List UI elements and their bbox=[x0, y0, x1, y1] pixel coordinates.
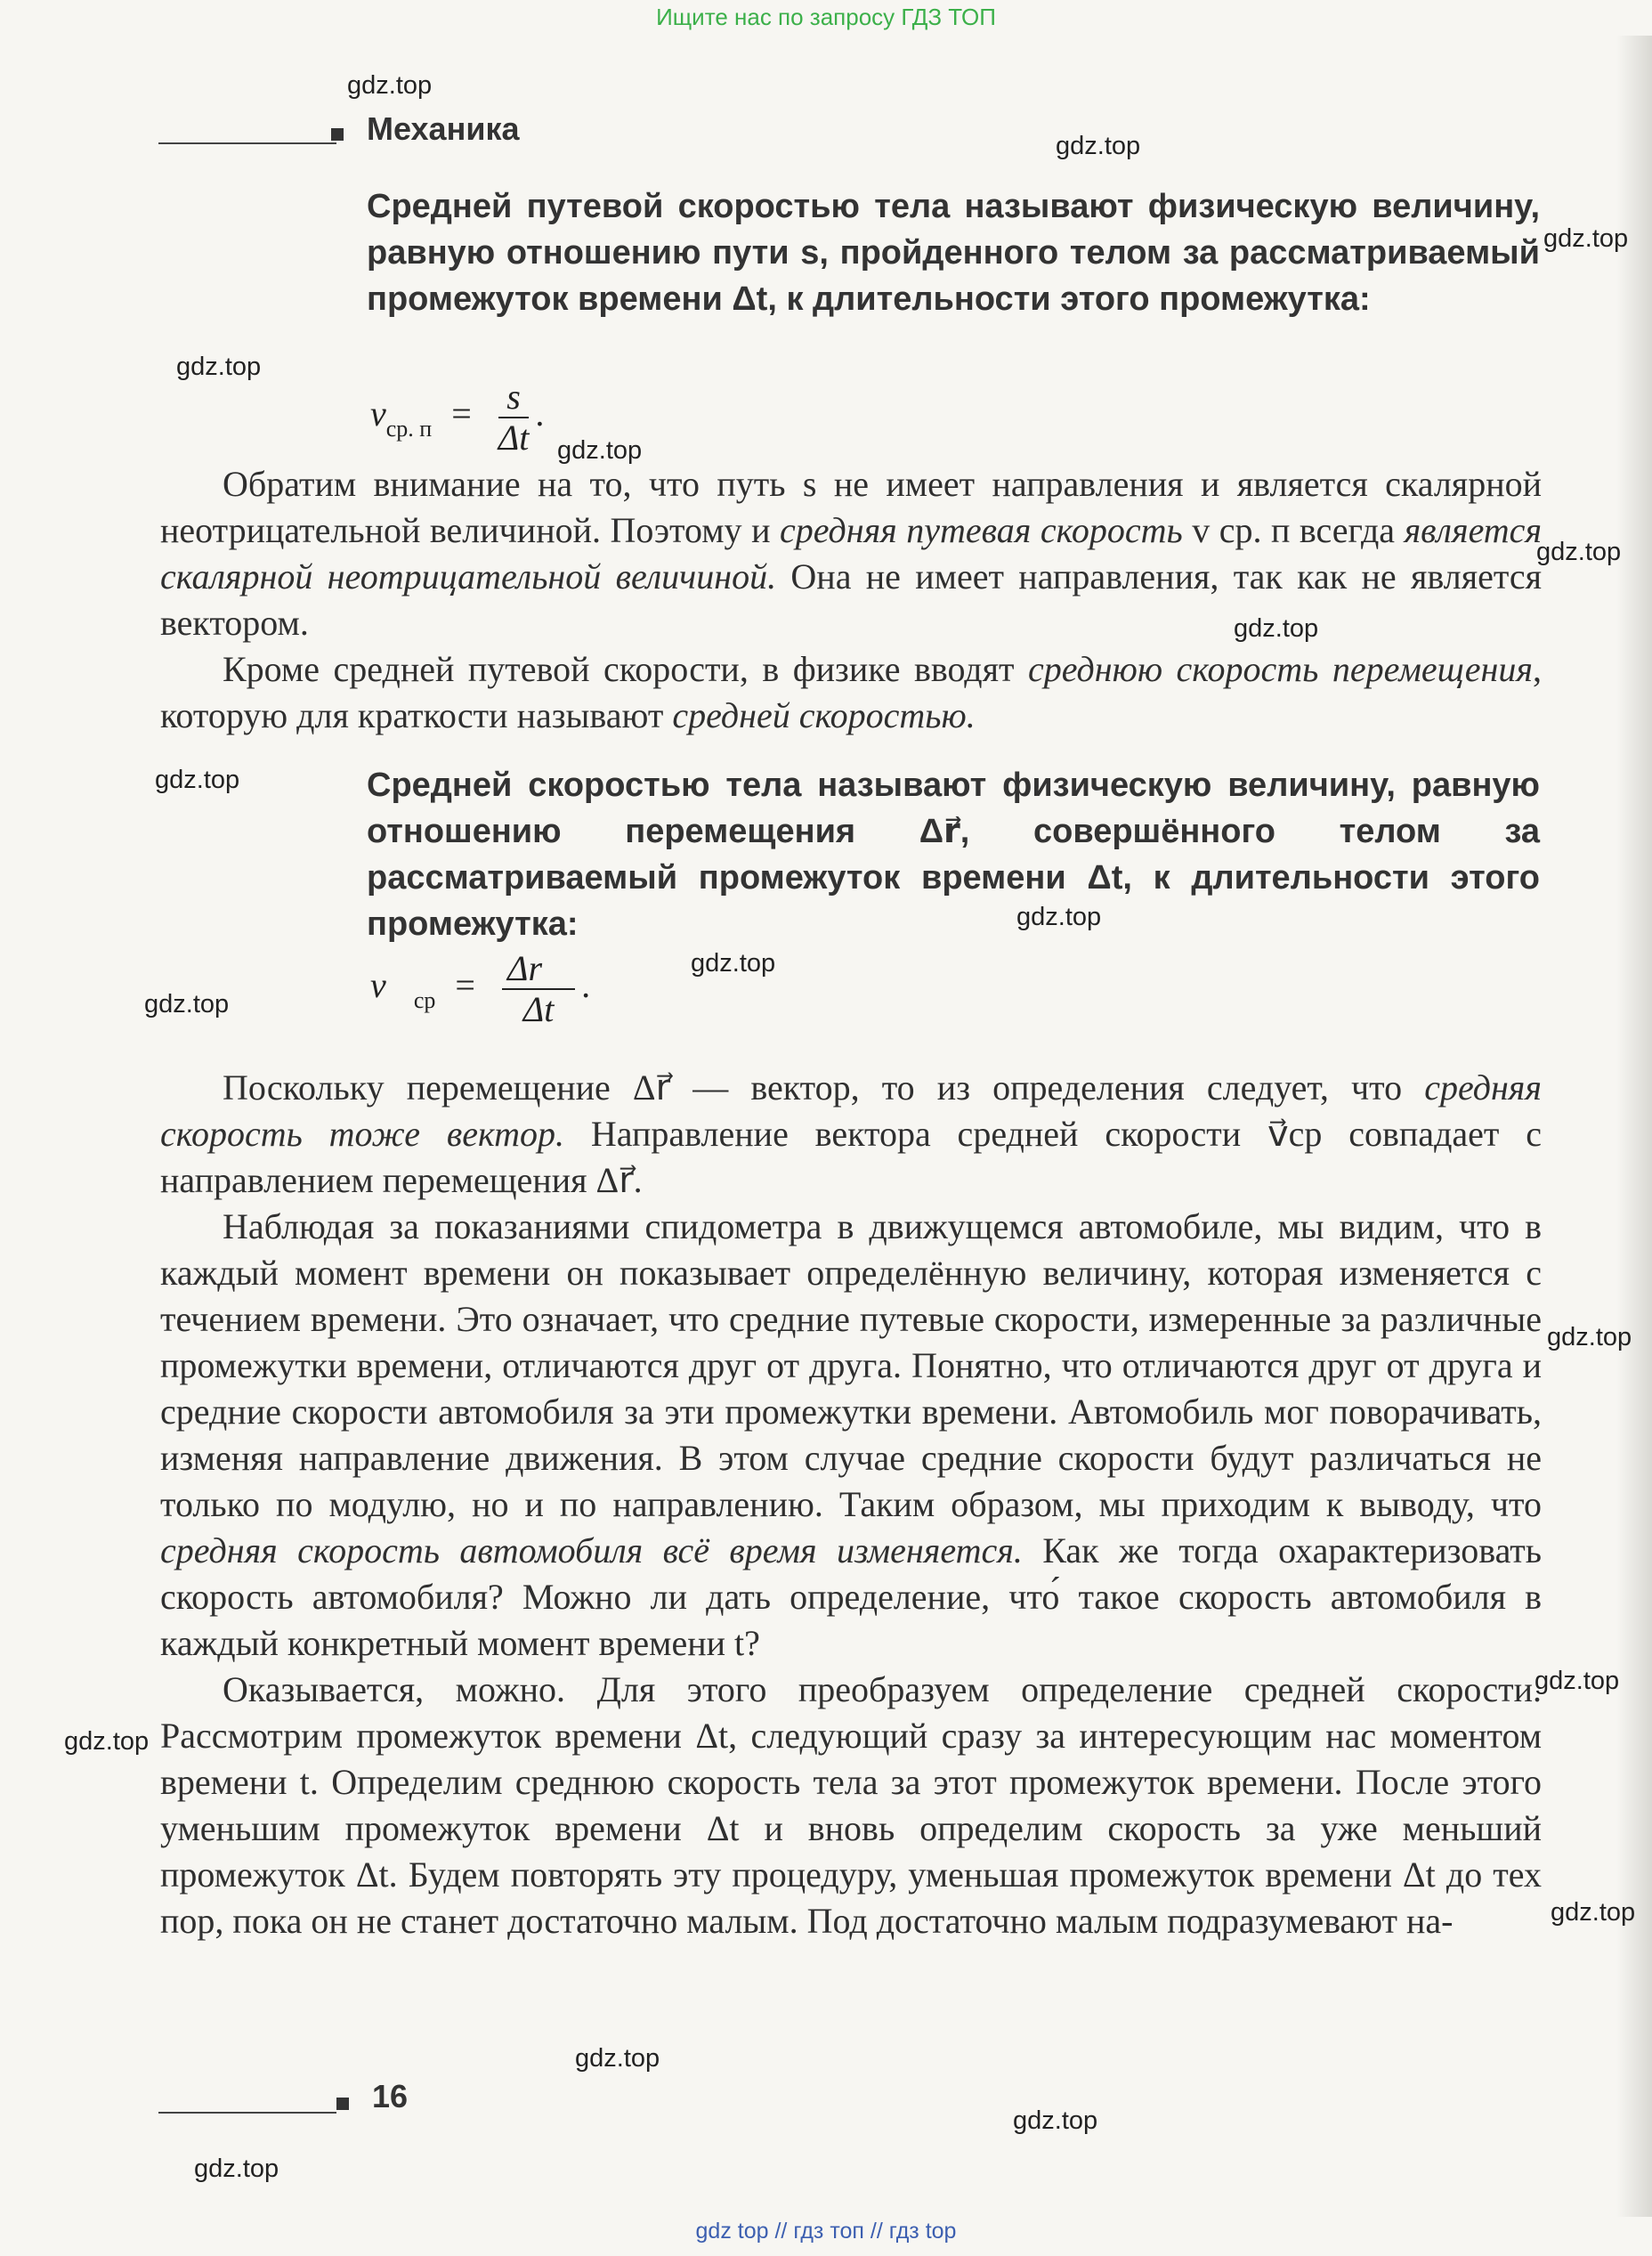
formula-average-path-speed: $v_{ср. п}$ = $\frac{s}{\Delta t}$ . bbox=[370, 377, 546, 458]
watermark: gdz.top bbox=[144, 990, 230, 1018]
paragraph-path-scalar: Обратим внимание на то, что путь s не имеет направления и является скалярной неотрицательной величиной. Поэтому и средняя путевая скорость v ср. п всегда является скалярной неотрицательной величиной. Она не имеет направления, так как не является вектором. Кроме средней путевой скорости, в физике вводят среднюю скорость перемещения, которую для краткости называют средней скоростью. bbox=[160, 464, 1543, 735]
header-square-icon bbox=[331, 128, 344, 141]
watermark: gdz.top bbox=[1056, 132, 1141, 160]
watermark: gdz.top bbox=[557, 436, 643, 465]
bottom-banner[interactable]: gdz top // гдз топ // гдз top bbox=[695, 2219, 957, 2244]
watermark: gdz.top bbox=[1543, 224, 1629, 253]
paragraph-velocity-vector: Поскольку перемещение Δr⃗ — вектор, то из определения следует, что средняя скорость тоже вектор. Направление вектора средней скорости v⃗ср совпадает с направлением перемещения Δr⃗. Наблюдая за показаниями спидометра в движущемся автомобиле, мы видим, что в каждый момент времени он показывает определённую величину, которая изменяется с течением времени. Это означает, что средние путевые скорости, измеренные за различные промежутки времени, отличаются друг от друга. Понятно, что отличаются друг от друга и средние скорости автомобиля за эти промежутки времени. Автомобиль мог поворачивать, изменяя направление движения. В этом случае средние скорости будут различаться не только по модулю, но и по направлению. Таким образом, мы приходим к выводу, что средняя скорость автомобиля всё время изменяется. Как же тогда охарактеризовать скорость автомобиля? Можно ли дать определение, что́ такое скорость автомобиля в каждый конкретный момент времени t? Оказывается, можно. Для этого преобразуем определение средней скорости. Рассмотрим промежуток времени Δt, следующий сразу за интересующим нас моментом времени t. Определим среднюю скорость тела за этот промежуток времени. После этого уменьшим промежуток времени Δt и вновь определим скорость за уже меньший промежуток Δt. Будем повторять эту процедуру, уменьшая промежуток времени Δt до тех пор, пока он не станет достаточно малым. Под достаточно малым подразумевают на- bbox=[160, 1067, 1543, 1941]
top-banner[interactable]: Ищите нас по запросу ГДЗ ТОП bbox=[656, 4, 996, 30]
header-title: Механика bbox=[367, 110, 520, 147]
footer-rule bbox=[158, 2112, 336, 2114]
watermark: gdz.top bbox=[1551, 1898, 1636, 1927]
definition-average-path-speed: Средней путевой скоростью тела называют физическую величину, равную отношению пути s, пройденного телом за рассматриваемый промежуток времени Δt, к длительности этого промежутка: bbox=[367, 188, 1540, 318]
watermark: gdz.top bbox=[176, 353, 262, 381]
header-rule bbox=[158, 142, 336, 144]
watermark: gdz.top bbox=[347, 71, 433, 100]
watermark: gdz.top bbox=[1013, 2106, 1098, 2135]
page-number: 16 bbox=[372, 2078, 409, 2114]
watermark: gdz.top bbox=[691, 949, 776, 978]
formula-average-velocity: $v⃗_{ср}$ = $\frac{\Delta r⃗}{\Delta t}$ . bbox=[370, 948, 592, 1029]
definition-average-velocity: Средней скоростью тела называют физическую величину, равную отношению перемещения Δr⃗, совершённого телом за рассматриваемый промежуток времени Δt, к длительности этого промежутка: bbox=[367, 767, 1540, 943]
watermark: gdz.top bbox=[1536, 538, 1622, 566]
watermark: gdz.top bbox=[1547, 1323, 1632, 1351]
watermark: gdz.top bbox=[1016, 903, 1102, 931]
watermark: gdz.top bbox=[194, 2155, 279, 2183]
page-edge-shadow bbox=[1616, 36, 1652, 2217]
watermark: gdz.top bbox=[575, 2044, 660, 2073]
watermark: gdz.top bbox=[1234, 614, 1319, 643]
footer-square-icon bbox=[336, 2098, 349, 2110]
watermark: gdz.top bbox=[1535, 1667, 1620, 1695]
watermark: gdz.top bbox=[155, 766, 240, 794]
watermark: gdz.top bbox=[64, 1727, 150, 1756]
